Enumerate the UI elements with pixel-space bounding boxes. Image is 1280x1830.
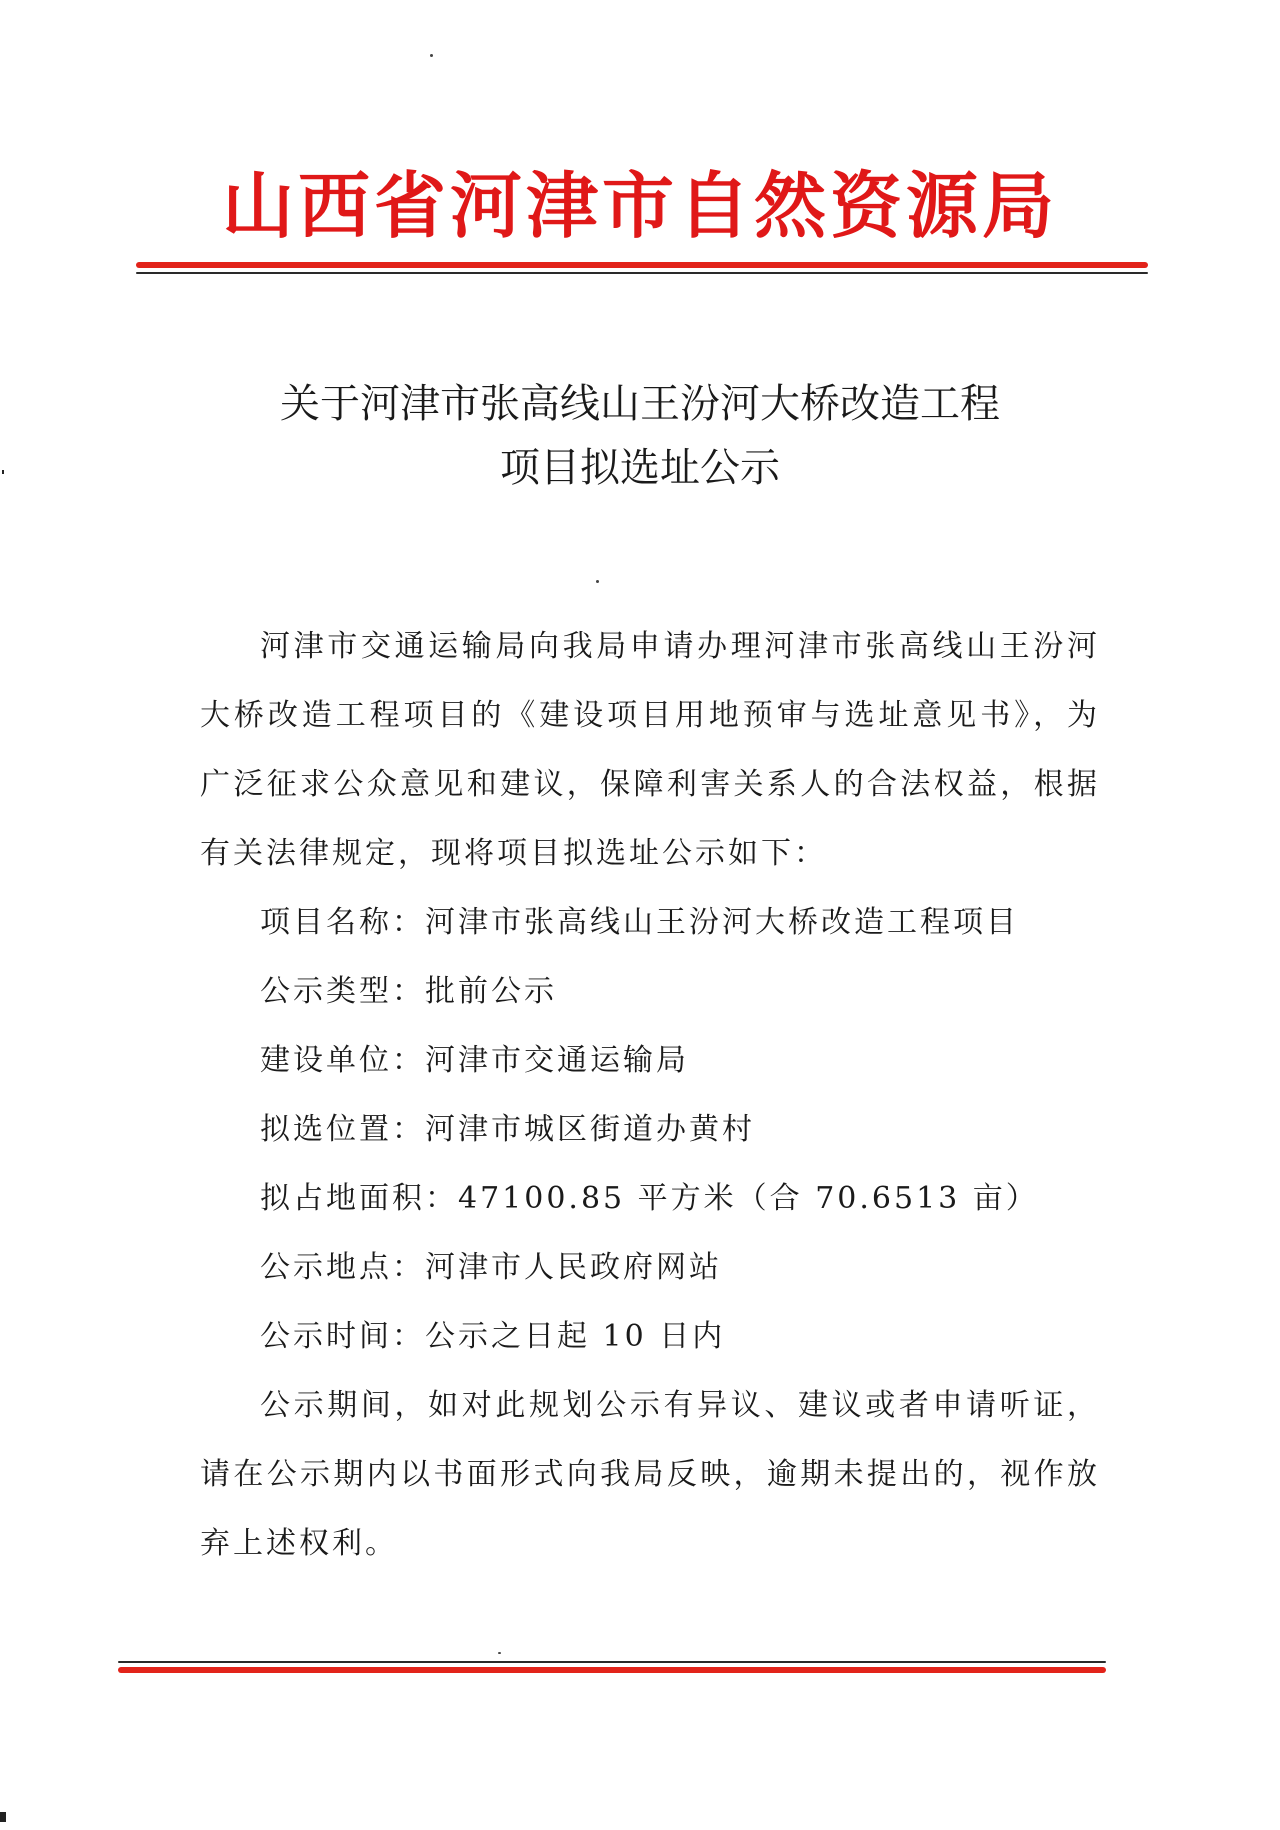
field-value: 河津市城区街道办黄村 [425, 1112, 755, 1147]
field-notice-period [200, 1302, 1100, 1371]
header-red-rule [136, 262, 1148, 268]
field-notice-type [200, 957, 1100, 1026]
field-land-area [200, 1164, 1100, 1233]
field-project-name [200, 888, 1100, 957]
field-label: 拟占地面积： [260, 1181, 458, 1216]
field-label: 项目名称： [260, 905, 425, 940]
field-value: 河津市张高线山王汾河大桥改造工程项目 [425, 905, 1019, 940]
document-body [200, 612, 1100, 1578]
title-line-2: 项目拟选址公示 [500, 445, 780, 491]
field-label: 公示类型： [260, 974, 425, 1009]
field-value: 47100.85 平方米（合 70.6513 亩） [458, 1181, 1039, 1216]
scan-edge-mark [2, 470, 4, 474]
field-label: 建设单位： [260, 1043, 425, 1078]
field-value: 公示之日起 10 日内 [425, 1319, 726, 1354]
issuing-authority-header: 山西省河津市自然资源局 [221, 163, 1058, 248]
scan-edge-mark [0, 1812, 6, 1822]
field-label: 拟选位置： [260, 1112, 425, 1147]
title-line-1: 关于河津市张高线山王汾河大桥改造工程 [280, 381, 1000, 427]
field-label: 公示地点： [260, 1250, 425, 1285]
intro-paragraph: 河津市交通运输局向我局申请办理河津市张高线山王汾河大桥改造工程项目的《建设项目用地预审与选址意见书》，为广泛征求公众意见和建议，保障利害关系人的合法权益，根据有关法律规定，现将项目拟选址公示如下： [200, 629, 1100, 871]
field-proposed-location [200, 1095, 1100, 1164]
field-value: 河津市人民政府网站 [425, 1250, 722, 1285]
scan-speck [430, 54, 433, 57]
scan-speck [596, 580, 599, 583]
footer-dark-rule [118, 1661, 1106, 1663]
field-construction-unit [200, 1026, 1100, 1095]
closing-paragraph: 公示期间，如对此规划公示有异议、建议或者申请听证，请在公示期内以书面形式向我局反映，逾期未提出的，视作放弃上述权利。 [200, 1388, 1100, 1561]
field-value: 河津市交通运输局 [425, 1043, 689, 1078]
scan-speck [498, 1652, 501, 1654]
document-title [140, 372, 1140, 500]
field-label: 公示时间： [260, 1319, 425, 1354]
field-value: 批前公示 [425, 974, 557, 1009]
field-notice-venue [200, 1233, 1100, 1302]
header-dark-rule [136, 272, 1148, 274]
footer-red-rule [118, 1667, 1106, 1673]
